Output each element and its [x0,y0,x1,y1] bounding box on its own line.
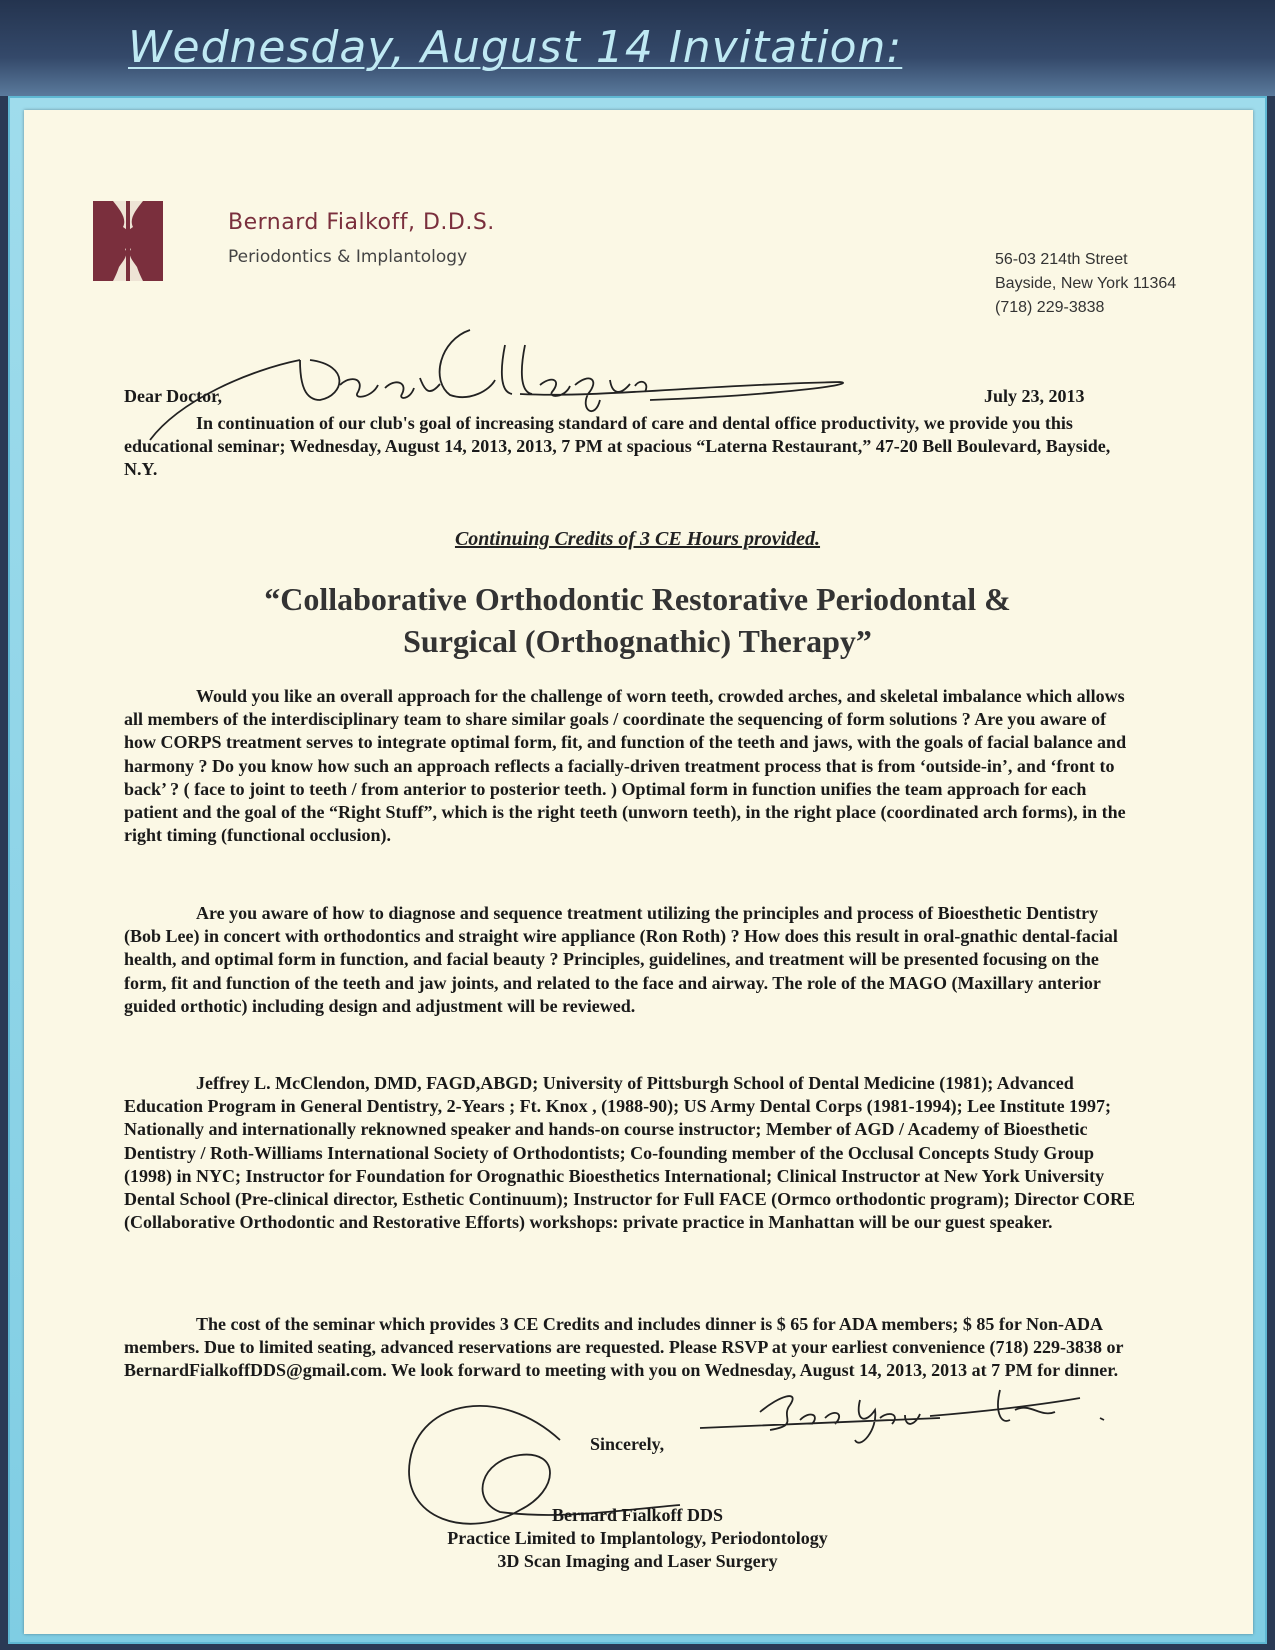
course-title [0,578,1275,662]
paragraph-4-text: The cost of the seminar which provides 3 CE Credits and includes dinner is $ 65 for ADA members; $ 85 for Non-ADA members. Due to limited seating, advanced reservations are requested. Please RSVP at your earliest convenience (718) 229-3838 or BernardFialkoffDDS@gmail.com. We look forward to meeting with you on Wednesday, August 14, 2013, 2013 at 7 PM for dinner. [124,1314,1124,1381]
intro-paragraph [124,412,1136,482]
course-title-line2: Surgical (Orthognathic) Therapy” [403,623,872,659]
signature-block [0,1504,1275,1573]
address-street: 56-03 214th Street [995,251,1128,268]
salutation: Dear Doctor, [124,386,222,406]
signer-title-2: 3D Scan Imaging and Laser Surgery [497,1551,778,1571]
intro-text: In continuation of our club's goal of increasing standard of care and dental office productivity, we provide you this educational seminar; Wednesday, August 14, 2013, 2013, 7 PM at spacious “Laterna Restaurant,” 47-20 Bell Boulevard, Bayside, N.Y. [124,413,1111,480]
ce-notice: Continuing Credits of 3 CE Hours provided. [454,528,821,550]
course-title-line1: “Collaborative Orthodontic Restorative Periodontal & [264,581,1011,617]
address-city: Bayside, New York 11364 [995,275,1177,292]
paragraph-1-text: Would you like an overall approach for the challenge of worn teeth, crowded arches, and skeletal imbalance which allows all members of the interdisciplinary team to share similar goals / coordinate the sequencing of form solutions ? Are you aware of how CORPS treatment serves to integrate optimal form, fit, and function of the teeth and jaws, with the goals of facial balance and harmony ? Do you know how such an approach reflects a facially-driven treatment process that is from ‘outside-in’, and ‘front to back’ ? ( face to joint to teeth / from anterior to posterior teeth. ) Optimal form in function unifies the team approach for each patient and the goal of the “Right Stuff”, which is the right teeth (unworn teeth), in the right place (coordinated arch forms), in the right timing (functional occlusion). [124,686,1127,846]
paragraph-3-text: Jeffrey L. McClendon, DMD, FAGD,ABGD; University of Pittsburgh School of Dental Medicine (1981); Advanced Education Program in General Dentistry, 2-Years ; Ft. Knox , (1988-90); US Army Dental Corps (1981-1994); Lee Institute 1997; Nationally and internationally reknowned speaker and hands-on course instructor; Member of AGD / Academy of Bioesthetic Dentistry / Roth-Williams International Society of Orthodontists; Co-founding member of the Occlusal Concepts Study Group (1998) in NYC; Instructor for Foundation for Orognathic Bioesthetics International; Clinical Instructor at New York University Dental School (Pre-clinical director, Esthetic Continuum); Instructor for Full FACE (Ormco orthodontic program); Director CORE (Collaborative Orthodontic and Restorative Efforts) workshops: private practice in Manhattan will be our guest speaker. [124,1073,1136,1233]
closing: Sincerely, [590,1434,665,1454]
signer-title-1: Practice Limited to Implantology, Periodontology [447,1528,828,1548]
paragraph-2 [124,902,1136,1018]
paragraph-2-text: Are you aware of how to diagnose and sequence treatment utilizing the principles and process of Bioesthetic Dentistry (Bob Lee) in concert with orthodontics and straight wire appliance (Ron Roth) ? How does this result in oral-gnathic dental-facial health, and optimal form in function, and facial beauty ? Principles, guidelines, and treatment will be presented focusing on the form, fit and function of the teeth and jaw joints, and related to the face and airway. The role of the MAGO (Maxillary anterior guided orthotic) including design and adjustment will be reviewed. [124,903,1118,1016]
letterhead-name: Bernard Fialkoff, D.D.S. [228,210,495,235]
paragraph-4 [124,1313,1136,1383]
banner-title: Wednesday, August 14 Invitation: [128,22,903,73]
banner [0,0,1275,96]
facing-profiles-logo-icon [93,201,163,281]
paragraph-1 [124,685,1136,847]
paragraph-3 [124,1072,1136,1234]
signer-name: Bernard Fialkoff DDS [552,1505,723,1525]
address-phone: (718) 229-3838 [995,299,1105,316]
letter-paper [24,110,1253,1634]
letterhead-specialty: Periodontics & Implantology [228,247,468,267]
letter-date: July 23, 2013 [984,386,1085,406]
